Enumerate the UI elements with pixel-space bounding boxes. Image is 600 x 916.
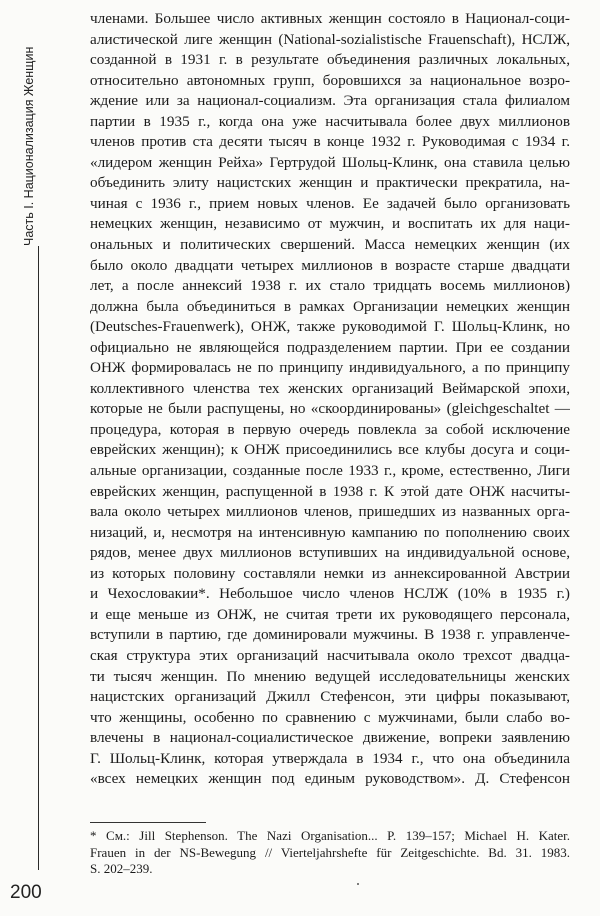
text-line: коллективного членства тех женских организаций Веймарской эпохи, xyxy=(90,379,570,397)
text-line: рядов, менее двух миллионов вступивших на индивидуальной основе, xyxy=(90,544,570,562)
text-line: из которых половину составляли немки из аннексированной Австрии xyxy=(90,564,570,582)
body-text xyxy=(90,9,570,790)
footnote-rule xyxy=(90,822,206,823)
text-line: влечены в национал-социалистическое движение, вопреки заявлению xyxy=(90,729,570,747)
text-line: процедура, которая в первую очередь повлекла за собой исключение xyxy=(90,420,570,438)
text-line: ти тысяч женщин. По мнению ведущей исследовательницы женских xyxy=(90,667,570,685)
footnote-line: * См.: Jill Stephenson. The Nazi Organisation... P. 139–157; Michael H. Kater. xyxy=(90,828,570,843)
text-line: было около двадцати четырех миллионов в возрасте старше двадцати xyxy=(90,256,570,274)
margin-rule xyxy=(38,246,39,870)
text-line: ждение или за национал-социализм. Эта организация стала филиалом xyxy=(90,92,570,110)
text-line: должна была объединиться в рамках Организации немецких женщин xyxy=(90,297,570,315)
text-line: алистической лиге женщин (National-sozialistische Frauenschaft), НСЛЖ, xyxy=(90,30,570,48)
footnote-line: Frauen in der NS-Bewegung // Vierteljahrshefte für Zeitgeschichte. Bd. 31. 1983. xyxy=(90,844,570,860)
text-line: официально не являющейся подразделением партии. При ее создании xyxy=(90,338,570,356)
text-line: ОНЖ формировалась не по принципу индивидуального, а по принципу xyxy=(90,359,570,377)
text-line: членов против ста десяти тысяч в конце 1932 г. Руководимая с 1934 г. xyxy=(90,133,570,151)
print-speck xyxy=(357,883,359,885)
text-line: которые не были распущены, но «скоординированы» (gleichgeschaltet — xyxy=(90,400,570,418)
text-line: что женщины, особенно по сравнению с мужчинами, были слабо во- xyxy=(90,708,570,726)
text-line: нацистских организаций Джилл Стефенсон, эти цифры показывают, xyxy=(90,688,570,706)
footnote-line: S. 202–239. xyxy=(90,861,153,876)
text-line: объединить элиту нацистских женщин и практически прекратила, на- xyxy=(90,174,570,192)
text-line: ская структура этих организаций насчитывала около трехсот двадца- xyxy=(90,646,570,664)
text-line: «лидером женщин Рейха» Гертрудой Шольц-Клинк, она ставила целью xyxy=(90,153,570,171)
text-line: ональных и политических свершений. Масса немецких женщин (их xyxy=(90,236,570,254)
text-line: относительно автономных групп, боровшихся за национальное возро- xyxy=(90,71,570,89)
text-line: вала около четырех миллионов членов, пришедших из названных орга- xyxy=(90,503,570,521)
text-line: (Deutsches-Frauenwerk), ОНЖ, также руководимой Г. Шольц-Клинк, но xyxy=(90,318,570,336)
text-line: еврейских женщин, распущенной в 1938 г. К этой дате ОНЖ насчиты- xyxy=(90,482,570,500)
text-line: созданной в 1931 г. в результате объединения различных локальных, xyxy=(90,51,570,69)
text-line: «всех немецких женщин под единым руководством». Д. Стефенсон xyxy=(90,770,570,788)
text-line: вступили в партию, где доминировали мужчины. В 1938 г. управленче- xyxy=(90,626,570,644)
text-line: Г. Шольц-Клинк, которая утверждала в 1934 г., что она объединила xyxy=(90,749,570,767)
text-line: чиная с 1936 г., прием новых членов. Ее задачей было организовать xyxy=(90,194,570,212)
page-number: 200 xyxy=(10,882,42,903)
text-line: и еще меньше из ОНЖ, не считая трети их руководящего персонала, xyxy=(90,605,570,623)
text-line: низаций, и, несмотря на интенсивную кампанию по пополнению своих xyxy=(90,523,570,541)
running-head: Часть I. Национализация Женщин xyxy=(22,46,36,246)
text-line: и Чехословакии*. Небольшое число членов НСЛЖ (10% в 1935 г.) xyxy=(90,585,570,603)
text-line: немецких женщин, независимо от мужчин, и воспитать их для наци- xyxy=(90,215,570,233)
text-line: партии в 1935 г., когда она уже насчитывала более двух миллионов xyxy=(90,112,570,130)
text-line: лет, а после аннексий 1938 г. их стало тридцать восемь миллионов) xyxy=(90,277,570,295)
text-line: еврейских женщин); к ОНЖ присоединились все клубы досуга и соци- xyxy=(90,441,570,459)
text-line: членами. Большее число активных женщин состояло в Национал-соци- xyxy=(90,10,570,27)
footnote xyxy=(90,828,570,878)
text-line: альные организации, созданные после 1933 г., кроме, естественно, Лиги xyxy=(90,462,570,480)
